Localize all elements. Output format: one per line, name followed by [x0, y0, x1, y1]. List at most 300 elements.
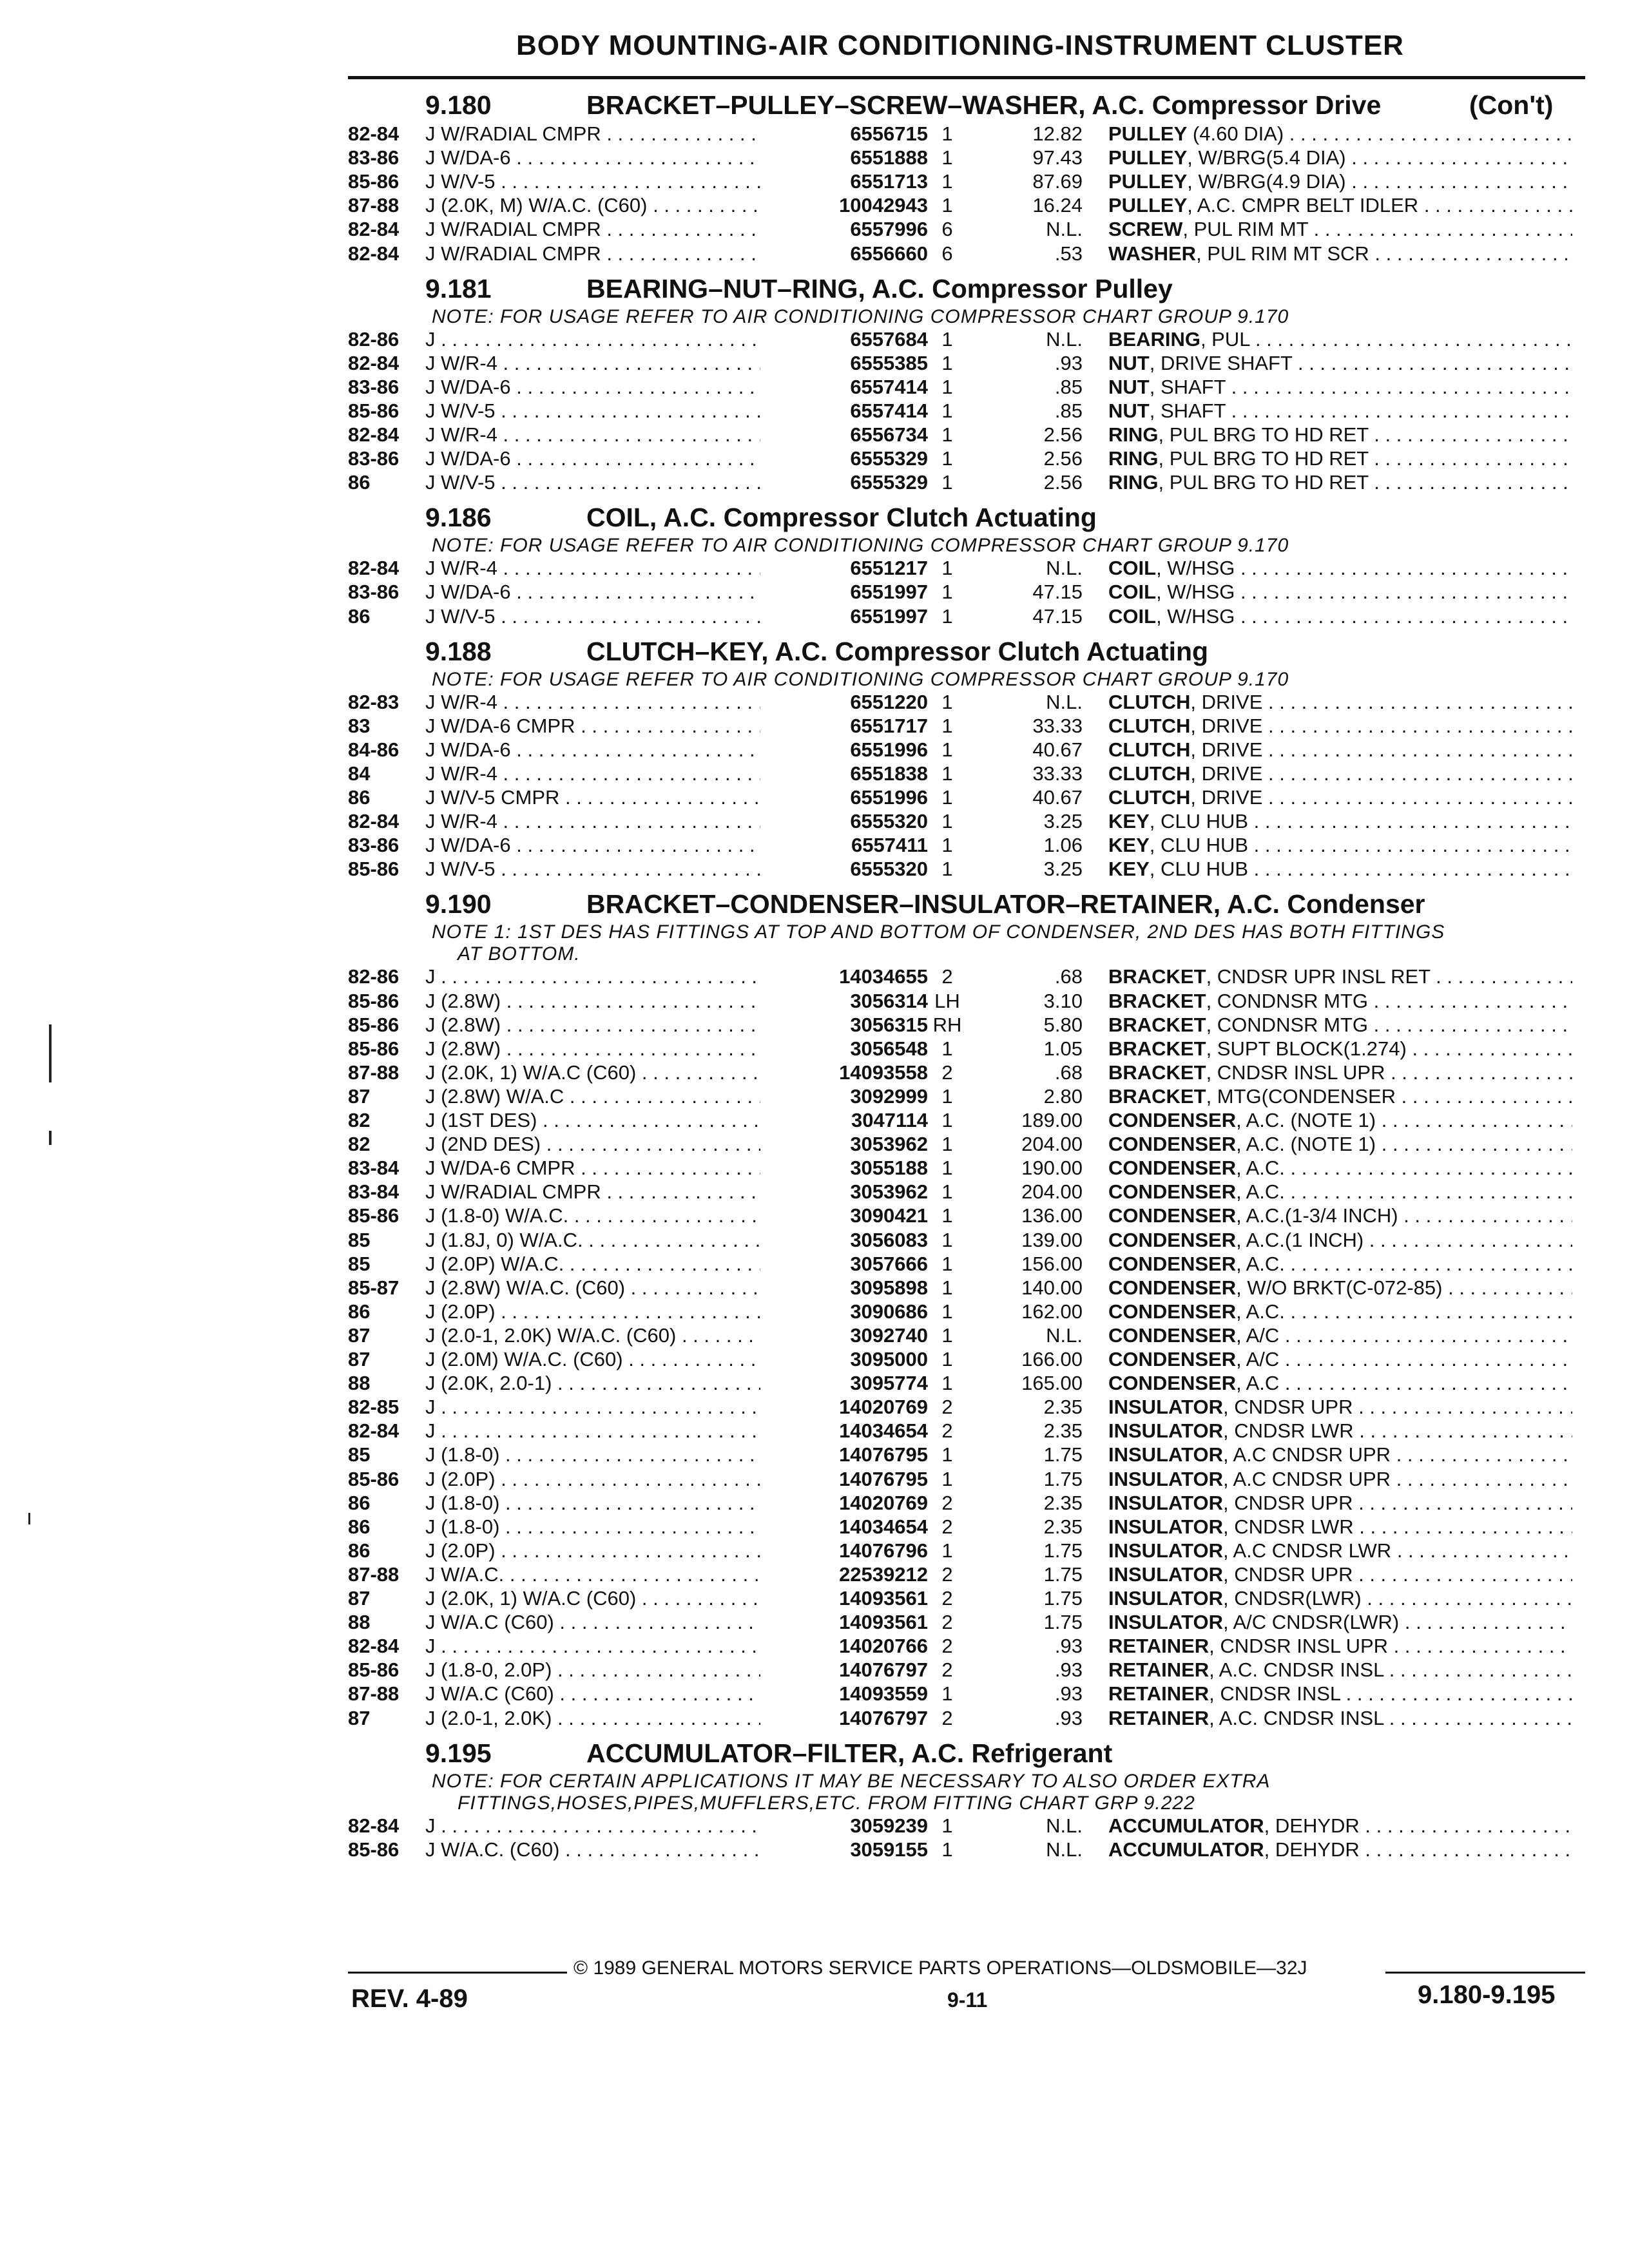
- model-years: 85: [348, 1252, 371, 1275]
- model-years: 83-86: [348, 581, 400, 604]
- quantity: 1: [941, 1157, 953, 1180]
- application: J W/A.C. . . .: [425, 1563, 760, 1586]
- quantity: 1: [941, 834, 953, 857]
- model-years: 82-84: [348, 557, 400, 580]
- table-row: [0, 146, 1629, 170]
- part-name: COIL: [1108, 557, 1157, 580]
- part-name: CONDENSER: [1108, 1133, 1237, 1156]
- part-name: CONDENSER: [1108, 1372, 1237, 1395]
- application: J W/DA-6 CMPR . . .: [425, 715, 760, 738]
- part-name: CONDENSER: [1108, 1323, 1237, 1347]
- price: N.L.: [1046, 557, 1083, 580]
- model-years: 87-88: [348, 1061, 400, 1084]
- part-detail: , CONDNSR MTG: [1206, 1013, 1368, 1036]
- part-name: INSULATOR: [1108, 1419, 1223, 1443]
- model-years: 87-88: [348, 194, 400, 217]
- table-row: [0, 1372, 1629, 1396]
- table-row: [0, 1204, 1629, 1228]
- part-name: PULLEY: [1108, 194, 1188, 217]
- section-note: AT BOTTOM.: [458, 943, 581, 965]
- margin-mark: [49, 1024, 52, 1082]
- part-detail: , CNDSR INSL: [1209, 1682, 1340, 1706]
- table-row: [0, 810, 1629, 834]
- part-number: 3092999: [850, 1084, 928, 1108]
- table-row: [0, 738, 1629, 762]
- quantity: 1: [941, 690, 953, 713]
- model-years: 83-86: [348, 447, 400, 470]
- table-row: [0, 1109, 1629, 1133]
- part-description: [1108, 1468, 1572, 1491]
- part-detail: , A.C.: [1236, 1300, 1285, 1323]
- table-row: [0, 605, 1629, 629]
- part-name: COIL: [1108, 604, 1157, 628]
- part-name: RETAINER: [1108, 1635, 1210, 1658]
- part-number: 14093559: [839, 1682, 928, 1706]
- part-number: 6557414: [850, 399, 928, 422]
- price: 47.15: [1032, 581, 1083, 604]
- application: J (1.8-0) . . .: [425, 1515, 760, 1539]
- table-row: [0, 581, 1629, 604]
- quantity: 1: [941, 1276, 953, 1299]
- price: 5.80: [1043, 1013, 1083, 1036]
- application: J . . .: [425, 1396, 760, 1419]
- model-years: 83-86: [348, 375, 400, 398]
- table-row: [0, 1563, 1629, 1587]
- table-row: [0, 471, 1629, 495]
- table-row: [0, 1324, 1629, 1348]
- quantity: 2: [941, 1658, 953, 1682]
- section-number: 9.180: [425, 90, 492, 120]
- part-name: CONDENSER: [1108, 1157, 1237, 1180]
- part-name: CONDENSER: [1108, 1109, 1237, 1131]
- part-description: [1108, 1157, 1572, 1180]
- part-detail: , DRIVE: [1190, 738, 1263, 761]
- application: J W/V-5 . . .: [425, 858, 760, 881]
- model-years: 86: [348, 471, 371, 494]
- part-description: [1108, 1443, 1572, 1466]
- model-years: 85-86: [348, 170, 400, 193]
- part-description: [1108, 1838, 1572, 1861]
- part-number: 14034655: [839, 965, 928, 988]
- part-description: [1108, 242, 1572, 265]
- part-detail: , DEHYDR: [1264, 1814, 1360, 1837]
- part-description: [1108, 328, 1572, 351]
- footer-rule-left: [348, 1972, 567, 1974]
- model-years: 82-85: [348, 1396, 400, 1419]
- table-row: [0, 762, 1629, 786]
- application: J W/V-5 . . .: [425, 399, 760, 423]
- quantity: 2: [941, 1419, 953, 1443]
- table-row: [0, 858, 1629, 881]
- quantity: 1: [941, 1682, 953, 1706]
- table-row: [0, 170, 1629, 194]
- part-number: 6556660: [850, 242, 928, 265]
- table-row: [0, 834, 1629, 858]
- part-description: [1108, 1419, 1572, 1443]
- section-title: [425, 503, 1097, 533]
- application: J W/RADIAL CMPR . . .: [425, 218, 760, 241]
- part-description: [1108, 1109, 1572, 1132]
- price: 2.35: [1043, 1396, 1083, 1419]
- part-number: 6551717: [850, 714, 928, 737]
- price: .68: [1054, 1061, 1083, 1084]
- quantity: 1: [941, 327, 953, 351]
- table-row: [0, 1300, 1629, 1324]
- part-number: 6551713: [850, 170, 928, 193]
- part-description: [1108, 218, 1572, 241]
- part-description: [1108, 1396, 1572, 1419]
- part-description: [1108, 447, 1572, 470]
- part-number: 3056314: [850, 989, 928, 1012]
- model-years: 88: [348, 1611, 371, 1634]
- part-number: 6551996: [850, 738, 928, 761]
- model-years: 83-84: [348, 1157, 400, 1180]
- table-row: [0, 1061, 1629, 1085]
- part-description: [1108, 352, 1572, 375]
- table-row: [0, 218, 1629, 242]
- part-detail: , A/C CNDSR(LWR): [1222, 1611, 1400, 1634]
- part-name: INSULATOR: [1108, 1396, 1223, 1419]
- part-detail: , SUPT BLOCK(1.274): [1206, 1037, 1407, 1060]
- model-years: 82-84: [348, 423, 400, 446]
- part-number: 3053962: [850, 1133, 928, 1156]
- model-years: 87-88: [348, 1562, 400, 1586]
- part-detail: , CLU HUB: [1149, 834, 1249, 857]
- part-number: 3095898: [850, 1276, 928, 1299]
- price: 166.00: [1021, 1348, 1083, 1370]
- price: 12.82: [1032, 122, 1083, 145]
- section-number: 9.190: [425, 889, 492, 919]
- model-years: 85-86: [348, 1204, 400, 1227]
- part-detail: , W/BRG(5.4 DIA): [1187, 146, 1346, 169]
- part-number: 14034654: [839, 1515, 928, 1538]
- application: J W/R-4 . . .: [425, 762, 760, 785]
- quantity: 1: [941, 351, 953, 374]
- application: J (2.8W) W/A.C . . .: [425, 1085, 760, 1108]
- price: .93: [1054, 1706, 1083, 1729]
- quantity: 1: [941, 375, 953, 398]
- part-name: NUT: [1108, 375, 1150, 398]
- part-number: 6551997: [850, 604, 928, 628]
- part-description: [1108, 1253, 1572, 1276]
- price: 2.35: [1043, 1491, 1083, 1514]
- part-detail: (4.60 DIA): [1187, 122, 1284, 145]
- model-years: 85-86: [348, 1037, 400, 1060]
- price: 1.06: [1043, 834, 1083, 857]
- quantity: 1: [941, 471, 953, 494]
- part-name: BRACKET: [1108, 1061, 1206, 1084]
- part-detail: , A.C: [1236, 1372, 1280, 1395]
- part-detail: , W/HSG: [1156, 557, 1235, 580]
- price: .85: [1054, 375, 1083, 398]
- section-heading: CLUTCH–KEY, A.C. Compressor Clutch Actuating: [586, 636, 1209, 666]
- part-detail: , CONDNSR MTG: [1206, 989, 1368, 1012]
- price: N.L.: [1046, 218, 1083, 241]
- price: 2.35: [1043, 1419, 1083, 1443]
- application: J (2.8W) W/A.C. (C60) . . .: [425, 1276, 760, 1300]
- quantity: 2: [941, 1562, 953, 1586]
- section-note: FITTINGS,HOSES,PIPES,MUFFLERS,ETC. FROM FITTING CHART GRP 9.222: [458, 1792, 1195, 1814]
- part-name: RETAINER: [1108, 1706, 1210, 1729]
- part-number: 3056548: [850, 1037, 928, 1060]
- part-name: INSULATOR: [1108, 1539, 1223, 1562]
- part-number: 22539212: [839, 1562, 928, 1586]
- part-detail: , W/BRG(4.9 DIA): [1187, 170, 1346, 193]
- part-description: [1108, 1037, 1572, 1061]
- part-detail: , A.C.: [1236, 1157, 1285, 1180]
- price: 2.80: [1043, 1084, 1083, 1108]
- price: 190.00: [1021, 1157, 1083, 1180]
- part-name: INSULATOR: [1108, 1562, 1223, 1586]
- quantity: 1: [941, 1300, 953, 1323]
- part-detail: , A.C.: [1236, 1180, 1285, 1204]
- quantity: 1: [941, 1228, 953, 1251]
- quantity: 6: [941, 218, 953, 241]
- application: J (2.0M) W/A.C. (C60) . . .: [425, 1348, 760, 1371]
- application: J (2.8W) . . .: [425, 990, 760, 1013]
- section-heading: BRACKET–CONDENSER–INSULATOR–RETAINER, A.C. Condenser: [586, 889, 1425, 919]
- model-years: 85-86: [348, 1658, 400, 1682]
- table-row: [0, 194, 1629, 218]
- application: J W/DA-6 CMPR . . .: [425, 1157, 760, 1180]
- part-description: [1108, 581, 1572, 604]
- part-description: [1108, 557, 1572, 580]
- quantity: 1: [941, 423, 953, 446]
- application: J W/DA-6 . . .: [425, 581, 760, 604]
- quantity: 1: [941, 1252, 953, 1275]
- part-number: 6557414: [850, 375, 928, 398]
- price: 204.00: [1021, 1133, 1083, 1156]
- part-description: [1108, 1515, 1572, 1539]
- part-description: [1108, 1635, 1572, 1658]
- part-name: BRACKET: [1108, 1013, 1206, 1036]
- part-detail: , CLU HUB: [1149, 858, 1249, 881]
- table-row: [0, 1838, 1629, 1862]
- part-name: CONDENSER: [1108, 1348, 1237, 1370]
- part-detail: , SHAFT: [1149, 399, 1226, 422]
- model-years: 86: [348, 604, 371, 628]
- section-title: [425, 889, 1425, 919]
- table-row: [0, 990, 1629, 1014]
- application: J (2.8W) . . .: [425, 1014, 760, 1037]
- part-detail: , PUL BRG TO HD RET: [1158, 447, 1369, 470]
- application: J W/R-4 . . .: [425, 810, 760, 833]
- section-note: NOTE 1: 1ST DES HAS FITTINGS AT TOP AND BOTTOM OF CONDENSER, 2ND DES HAS BOTH FITTINGS: [432, 921, 1445, 943]
- continued-label: (Con't): [1469, 90, 1554, 120]
- model-years: 83-84: [348, 1180, 400, 1204]
- quantity: 1: [941, 1133, 953, 1156]
- price: 40.67: [1032, 738, 1083, 761]
- price: 1.75: [1043, 1587, 1083, 1610]
- part-detail: , DRIVE: [1190, 786, 1263, 809]
- table-row: [0, 328, 1629, 352]
- application: J . . .: [425, 1814, 760, 1838]
- section-number: 9.188: [425, 636, 492, 666]
- part-detail: , CNDSR LWR: [1222, 1419, 1354, 1443]
- part-number: 6555385: [850, 351, 928, 374]
- application: J (2.0K, M) W/A.C. (C60) . . .: [425, 194, 760, 217]
- part-detail: , A/C: [1236, 1348, 1280, 1370]
- application: J (2.0-1, 2.0K) . . .: [425, 1707, 760, 1730]
- quantity: 1: [941, 1838, 953, 1861]
- part-description: [1108, 1563, 1572, 1586]
- part-number: 14076795: [839, 1443, 928, 1466]
- part-description: [1108, 715, 1572, 738]
- part-detail: , A.C. (NOTE 1): [1236, 1133, 1376, 1156]
- table-row: [0, 1085, 1629, 1109]
- part-name: BEARING: [1108, 327, 1200, 351]
- quantity: 1: [941, 714, 953, 737]
- part-name: CLUTCH: [1108, 714, 1191, 737]
- footer-copyright: © 1989 GENERAL MOTORS SERVICE PARTS OPERATIONS—OLDSMOBILE—32J: [574, 1957, 1307, 1979]
- part-name: CLUTCH: [1108, 690, 1191, 713]
- table-row: [0, 715, 1629, 738]
- model-years: 87: [348, 1084, 371, 1108]
- part-detail: , PUL BRG TO HD RET: [1158, 423, 1369, 446]
- section-heading: COIL, A.C. Compressor Clutch Actuating: [586, 503, 1097, 533]
- price: N.L.: [1046, 1323, 1083, 1347]
- table-row: [0, 786, 1629, 810]
- model-years: 84-86: [348, 738, 400, 761]
- section-title: [425, 90, 1381, 120]
- part-number: 14076797: [839, 1706, 928, 1729]
- price: 1.75: [1043, 1611, 1083, 1634]
- part-detail: , W/HSG: [1156, 604, 1235, 628]
- application: J W/V-5 . . .: [425, 605, 760, 628]
- part-detail: , A.C. (NOTE 1): [1236, 1109, 1376, 1131]
- part-description: [1108, 965, 1572, 988]
- part-description: [1108, 1707, 1572, 1730]
- part-number: 6556715: [850, 122, 928, 145]
- application: J . . .: [425, 965, 760, 988]
- part-number: 14076795: [839, 1467, 928, 1490]
- price: N.L.: [1046, 1814, 1083, 1837]
- part-name: PULLEY: [1108, 122, 1188, 145]
- quantity: 1: [941, 738, 953, 761]
- table-row: [0, 1348, 1629, 1372]
- quantity: LH: [934, 989, 960, 1012]
- model-years: 82-84: [348, 1419, 400, 1443]
- part-description: [1108, 762, 1572, 785]
- section-note: NOTE: FOR CERTAIN APPLICATIONS IT MAY BE NECESSARY TO ALSO ORDER EXTRA: [432, 1770, 1271, 1792]
- part-name: CONDENSER: [1108, 1228, 1237, 1251]
- table-row: [0, 447, 1629, 471]
- price: N.L.: [1046, 690, 1083, 713]
- part-detail: , A.C CNDSR UPR: [1222, 1443, 1391, 1466]
- part-name: INSULATOR: [1108, 1491, 1223, 1514]
- part-number: 6556734: [850, 423, 928, 446]
- price: 97.43: [1032, 146, 1083, 169]
- part-description: [1108, 1814, 1572, 1838]
- model-years: 85-87: [348, 1276, 400, 1299]
- part-name: COIL: [1108, 581, 1157, 604]
- part-name: BRACKET: [1108, 1037, 1206, 1060]
- part-detail: , CNDSR UPR INSL RET: [1206, 965, 1431, 988]
- table-row: [0, 399, 1629, 423]
- table-row: [0, 352, 1629, 376]
- part-detail: , DRIVE: [1190, 762, 1263, 785]
- part-number: 3056315: [850, 1013, 928, 1036]
- application: J (2.0K, 2.0-1) . . .: [425, 1372, 760, 1395]
- part-name: PULLEY: [1108, 146, 1188, 169]
- part-number: 14034654: [839, 1419, 928, 1443]
- part-name: KEY: [1108, 834, 1150, 857]
- price: 33.33: [1032, 714, 1083, 737]
- application: J W/V-5 . . .: [425, 471, 760, 494]
- application: J (1.8-0) W/A.C. . . .: [425, 1204, 760, 1227]
- part-description: [1108, 1611, 1572, 1634]
- quantity: 1: [941, 170, 953, 193]
- part-name: ACCUMULATOR: [1108, 1814, 1264, 1837]
- section-note: NOTE: FOR USAGE REFER TO AIR CONDITIONING COMPRESSOR CHART GROUP 9.170: [432, 668, 1289, 690]
- part-description: [1108, 1539, 1572, 1562]
- quantity: 1: [941, 1372, 953, 1395]
- part-description: [1108, 1133, 1572, 1156]
- table-row: [0, 1587, 1629, 1611]
- model-years: 82-86: [348, 965, 400, 988]
- part-description: [1108, 376, 1572, 399]
- table-row: [0, 1515, 1629, 1539]
- quantity: 2: [941, 1587, 953, 1610]
- part-number: 6551217: [850, 557, 928, 580]
- part-number: 3095000: [850, 1348, 928, 1370]
- part-name: CONDENSER: [1108, 1252, 1237, 1275]
- section-note: NOTE: FOR USAGE REFER TO AIR CONDITIONING COMPRESSOR CHART GROUP 9.170: [432, 535, 1289, 557]
- table-row: [0, 376, 1629, 399]
- application: J W/A.C. (C60) . . .: [425, 1838, 760, 1861]
- part-description: [1108, 1061, 1572, 1084]
- quantity: 2: [941, 1061, 953, 1084]
- price: .85: [1054, 399, 1083, 422]
- application: J W/RADIAL CMPR . . .: [425, 1180, 760, 1204]
- application: J (2.0P) . . .: [425, 1468, 760, 1491]
- part-name: PULLEY: [1108, 170, 1188, 193]
- model-years: 86: [348, 1491, 371, 1514]
- price: 2.56: [1043, 447, 1083, 470]
- price: 1.75: [1043, 1562, 1083, 1586]
- quantity: 1: [941, 1467, 953, 1490]
- part-description: [1108, 1276, 1572, 1300]
- part-detail: , CNDSR UPR: [1222, 1396, 1353, 1419]
- part-name: WASHER: [1108, 242, 1197, 265]
- part-number: 3055188: [850, 1157, 928, 1180]
- model-years: 82-84: [348, 242, 400, 265]
- quantity: 1: [941, 122, 953, 145]
- part-number: 6555329: [850, 447, 928, 470]
- application: J (2.0P) . . .: [425, 1539, 760, 1562]
- page-title: BODY MOUNTING-AIR CONDITIONING-INSTRUMENT CLUSTER: [516, 30, 1404, 61]
- part-name: KEY: [1108, 858, 1150, 881]
- part-detail: , A.C.(1-3/4 INCH): [1236, 1204, 1398, 1227]
- table-row: [0, 1133, 1629, 1157]
- model-years: 85-86: [348, 1467, 400, 1490]
- part-detail: , A.C.: [1236, 1252, 1285, 1275]
- price: .53: [1054, 242, 1083, 265]
- quantity: 1: [941, 1180, 953, 1204]
- application: J (2.0P) . . .: [425, 1300, 760, 1323]
- part-number: 3059155: [850, 1838, 928, 1861]
- application: J (2.0K, 1) W/A.C (C60) . . .: [425, 1587, 760, 1610]
- price: 189.00: [1021, 1109, 1083, 1131]
- part-description: [1108, 810, 1572, 833]
- model-years: 86: [348, 1539, 371, 1562]
- part-description: [1108, 1204, 1572, 1227]
- application: J (1.8-0) . . .: [425, 1443, 760, 1466]
- quantity: 1: [941, 581, 953, 604]
- table-row: [0, 1157, 1629, 1180]
- footer-group-range: 9.180-9.195: [1418, 1981, 1556, 2009]
- part-description: [1108, 858, 1572, 881]
